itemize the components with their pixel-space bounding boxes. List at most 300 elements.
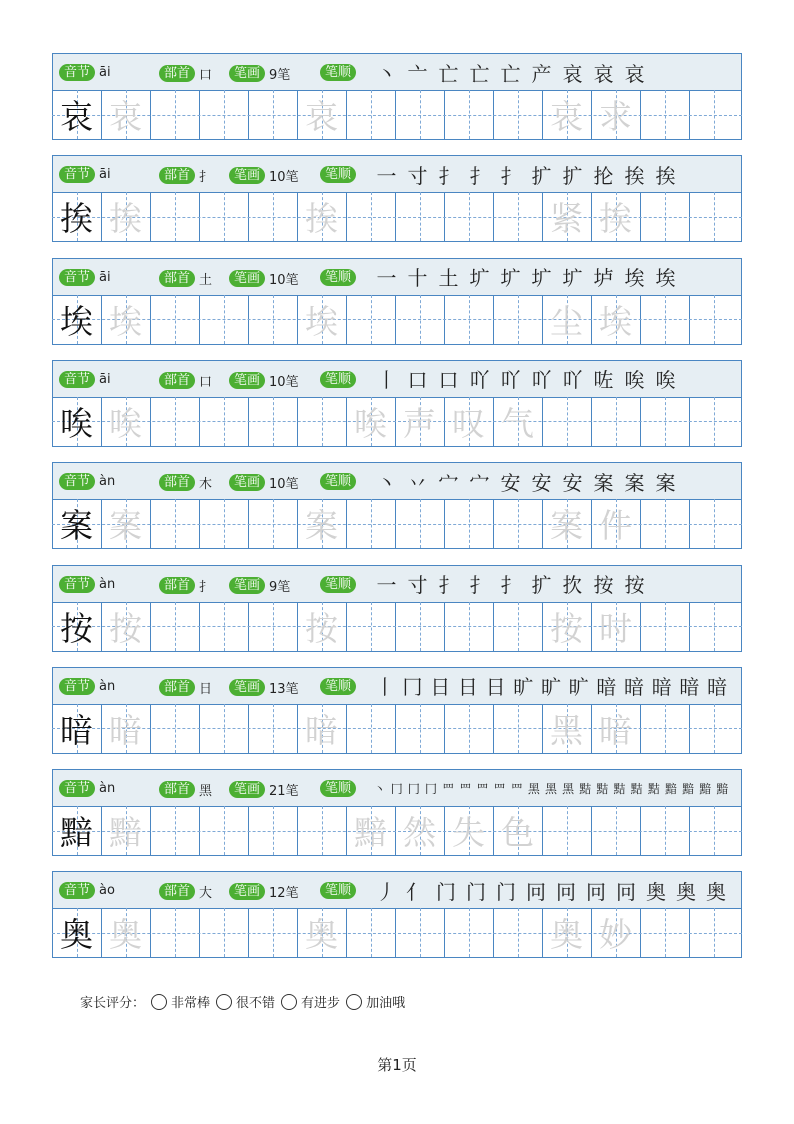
radical-label: 部首 — [159, 65, 195, 82]
stroke-step: 唉 — [655, 368, 676, 393]
stroke-step: 黠 — [630, 781, 643, 796]
trace-character: 声 — [403, 403, 436, 443]
stroke-order-sequence — [371, 773, 731, 803]
grid-guide — [714, 704, 715, 753]
trace-character: 暗 — [109, 710, 142, 750]
stroke-step: 暗 — [651, 675, 672, 700]
rating-circle-icon[interactable] — [151, 994, 167, 1010]
stroke-count-field — [229, 269, 299, 288]
grid-guide — [714, 602, 715, 651]
stroke-order-label: 笔顺 — [320, 64, 356, 81]
radical-value: 木 — [199, 477, 213, 493]
syllable-field — [59, 576, 115, 593]
grid-guide — [665, 806, 666, 855]
grid-line — [52, 139, 742, 140]
model-character: 案 — [60, 506, 93, 546]
stroke-order-sequence — [371, 671, 731, 701]
model-character: 埃 — [60, 301, 93, 341]
stroke-step: 罒 — [493, 781, 506, 796]
stroke-step: 垆 — [593, 266, 614, 291]
trace-character: 奥 — [550, 915, 583, 955]
stroke-step: 扌 — [438, 163, 459, 188]
radical-value: 扌 — [199, 170, 213, 186]
trace-character: 案 — [550, 506, 583, 546]
grid-line — [52, 548, 742, 549]
radical-value: 口 — [199, 374, 213, 390]
trace-character: 按 — [550, 608, 583, 648]
trace-character: 案 — [109, 506, 142, 546]
model-character: 挨 — [60, 199, 93, 239]
radical-value: 扌 — [199, 579, 213, 595]
stroke-step: 黠 — [579, 781, 592, 796]
stroke-count-field — [229, 882, 299, 901]
stroke-count-value: 10笔 — [269, 272, 299, 288]
radical-value: 日 — [199, 681, 213, 697]
stroke-step: 黯 — [699, 781, 712, 796]
grid-line — [52, 855, 742, 856]
writing-grid — [52, 295, 742, 344]
radical-field — [159, 882, 212, 901]
syllable-label: 音节 — [59, 678, 95, 695]
stroke-step: 扻 — [562, 573, 583, 597]
trace-character: 黯 — [109, 813, 142, 853]
grid-guide — [224, 90, 225, 139]
syllable-label: 音节 — [59, 64, 95, 81]
stroke-step: 亠 — [407, 61, 428, 86]
stroke-step: 丶 — [376, 61, 397, 86]
stroke-step: 扩 — [562, 163, 583, 188]
stroke-step: 圹 — [562, 266, 583, 291]
stroke-step: 扌 — [500, 163, 521, 188]
stroke-step: 罒 — [476, 781, 489, 796]
stroke-order-field — [320, 166, 356, 183]
stroke-step: 暗 — [707, 675, 728, 700]
model-character: 奥 — [60, 915, 93, 955]
grid-guide — [371, 704, 372, 753]
stroke-step: 抡 — [593, 163, 614, 188]
grid-guide — [224, 806, 225, 855]
trace-character: 暗 — [305, 710, 338, 750]
info-bar — [52, 871, 742, 908]
model-character: 唉 — [60, 403, 93, 443]
radical-value: 土 — [199, 272, 213, 288]
stroke-step: 黯 — [664, 781, 677, 796]
stroke-count-label: 笔画 — [229, 474, 265, 491]
character-block — [52, 565, 742, 669]
stroke-order-field — [320, 780, 356, 797]
stroke-step: 门 — [466, 879, 486, 904]
trace-character: 埃 — [109, 301, 142, 341]
stroke-order-sequence — [371, 569, 650, 599]
grid-guide — [420, 295, 421, 344]
stroke-step: 扩 — [531, 573, 552, 597]
grid-guide — [371, 90, 372, 139]
radical-field — [159, 64, 212, 83]
stroke-step: 吖 — [500, 368, 521, 393]
trace-character: 挨 — [599, 199, 632, 239]
trace-character: 挨 — [109, 199, 142, 239]
stroke-count-field — [229, 166, 299, 185]
stroke-step: 旷 — [513, 675, 534, 700]
stroke-step: 扌 — [469, 573, 490, 597]
radical-field — [159, 576, 212, 595]
stroke-step: 口 — [438, 368, 459, 393]
grid-guide — [273, 192, 274, 241]
grid-guide — [518, 602, 519, 651]
grid-guide — [224, 397, 225, 446]
stroke-count-field — [229, 473, 299, 492]
syllable-field — [59, 64, 111, 81]
model-character: 暗 — [60, 710, 93, 750]
trace-character: 求 — [599, 97, 632, 136]
radical-value: 大 — [199, 886, 213, 902]
stroke-step: 咗 — [593, 368, 614, 393]
stroke-order-field — [320, 371, 356, 388]
info-bar — [52, 258, 742, 295]
stroke-step: 哀 — [593, 61, 614, 86]
model-character: 黯 — [60, 813, 93, 853]
stroke-step: 挨 — [655, 163, 676, 188]
stroke-order-field — [320, 473, 356, 490]
stroke-step: 吖 — [562, 368, 583, 393]
stroke-step: 冋 — [526, 879, 546, 904]
grid-guide — [420, 192, 421, 241]
stroke-count-value: 12笔 — [269, 886, 299, 902]
stroke-step: 冂 — [390, 781, 403, 796]
grid-guide — [420, 602, 421, 651]
stroke-step: 罒 — [459, 781, 472, 796]
stroke-count-label: 笔画 — [229, 167, 265, 184]
stroke-step: 哀 — [562, 61, 583, 86]
info-bar — [52, 462, 742, 499]
stroke-order-field — [320, 678, 356, 695]
grid-guide — [273, 499, 274, 548]
grid-guide — [420, 908, 421, 957]
pinyin-value: āi — [99, 65, 111, 80]
grid-guide — [175, 397, 176, 446]
grid-guide — [665, 704, 666, 753]
grid-guide — [371, 499, 372, 548]
grid-guide — [665, 602, 666, 651]
radical-label: 部首 — [159, 474, 195, 491]
stroke-order-sequence — [371, 364, 681, 394]
radical-value: 口 — [199, 68, 213, 83]
grid-guide — [175, 192, 176, 241]
stroke-step: 丿 — [376, 879, 396, 904]
stroke-step: 圹 — [531, 266, 552, 291]
radical-value: 黑 — [199, 784, 213, 800]
writing-grid — [52, 602, 742, 651]
stroke-step: 黑 — [562, 781, 575, 796]
parent-rating — [80, 992, 405, 1011]
grid-guide — [175, 499, 176, 548]
stroke-count-value: 10笔 — [269, 477, 299, 493]
grid-guide — [175, 908, 176, 957]
grid-guide — [224, 499, 225, 548]
trace-character: 尘 — [550, 301, 583, 341]
character-block — [52, 53, 742, 157]
radical-label: 部首 — [159, 781, 195, 798]
character-block — [52, 667, 742, 771]
grid-guide — [714, 192, 715, 241]
stroke-count-label: 笔画 — [229, 270, 265, 287]
grid-guide — [616, 397, 617, 446]
stroke-step: 扌 — [469, 163, 490, 188]
syllable-label: 音节 — [59, 780, 95, 797]
radical-label: 部首 — [159, 883, 195, 900]
pinyin-value: ào — [99, 883, 115, 899]
grid-guide — [175, 806, 176, 855]
stroke-order-sequence — [371, 262, 681, 292]
stroke-step: 暗 — [624, 675, 645, 700]
stroke-step: 日 — [430, 675, 451, 700]
stroke-step: 一 — [376, 573, 397, 597]
trace-character: 紧 — [550, 199, 583, 239]
pinyin-value: àn — [99, 678, 116, 694]
stroke-count-value: 9笔 — [269, 68, 291, 83]
character-block — [52, 769, 742, 873]
rating-option: 有进步 — [301, 996, 341, 1011]
stroke-count-label: 笔画 — [229, 679, 265, 696]
grid-guide — [273, 704, 274, 753]
stroke-step: 丶 — [376, 470, 397, 495]
pinyin-value: āi — [99, 269, 111, 285]
stroke-step: 宀 — [438, 470, 459, 495]
trace-character: 气 — [501, 403, 534, 443]
pinyin-value: āi — [99, 371, 111, 387]
stroke-step: 冋 — [616, 879, 636, 904]
grid-guide — [469, 90, 470, 139]
info-bar — [52, 667, 742, 704]
grid-line — [52, 957, 742, 958]
stroke-order-sequence — [371, 159, 681, 189]
radical-label: 部首 — [159, 270, 195, 287]
trace-character: 奥 — [305, 915, 338, 955]
rating-circle-icon[interactable] — [281, 994, 297, 1010]
grid-guide — [469, 704, 470, 753]
grid-guide — [175, 295, 176, 344]
stroke-step: 埃 — [655, 266, 676, 291]
grid-guide — [469, 602, 470, 651]
stroke-step: 宀 — [469, 470, 490, 495]
rating-label: 家长评分： — [80, 996, 146, 1011]
stroke-step: 扌 — [438, 573, 459, 597]
stroke-step: 暗 — [596, 675, 617, 700]
stroke-order-sequence — [371, 875, 731, 905]
character-block — [52, 871, 742, 975]
grid-guide — [322, 806, 323, 855]
character-block — [52, 462, 742, 566]
stroke-count-value: 10笔 — [269, 374, 299, 390]
model-character: 按 — [60, 608, 93, 648]
stroke-step: 黠 — [613, 781, 626, 796]
stroke-step: 亡 — [469, 61, 490, 86]
stroke-step: 圹 — [500, 266, 521, 291]
stroke-step: 亡 — [500, 61, 521, 86]
stroke-count-value: 9笔 — [269, 579, 291, 595]
stroke-step: 圹 — [469, 266, 490, 291]
pinyin-value: àn — [99, 576, 116, 592]
grid-guide — [175, 602, 176, 651]
stroke-step: 冂 — [407, 781, 420, 796]
trace-character: 哀 — [109, 97, 142, 136]
stroke-step: 一 — [376, 163, 397, 188]
writing-grid — [52, 806, 742, 855]
radical-field — [159, 678, 212, 697]
grid-guide — [665, 192, 666, 241]
info-bar — [52, 155, 742, 192]
syllable-label: 音节 — [59, 371, 95, 388]
trace-character: 黑 — [550, 710, 583, 750]
stroke-step: 寸 — [407, 573, 428, 597]
info-bar — [52, 565, 742, 602]
stroke-step: 亡 — [438, 61, 459, 86]
grid-guide — [469, 295, 470, 344]
syllable-label: 音节 — [59, 166, 95, 183]
stroke-step: 门 — [436, 879, 456, 904]
writing-grid — [52, 704, 742, 753]
grid-guide — [224, 295, 225, 344]
grid-guide — [273, 397, 274, 446]
stroke-step: 案 — [593, 470, 614, 495]
stroke-step: 黠 — [647, 781, 660, 796]
rating-circle-icon[interactable] — [346, 994, 362, 1010]
stroke-step: 亻 — [406, 879, 426, 904]
trace-character: 唉 — [109, 403, 142, 443]
grid-guide — [714, 499, 715, 548]
grid-guide — [224, 192, 225, 241]
grid-guide — [273, 295, 274, 344]
grid-line — [52, 344, 742, 345]
grid-guide — [420, 499, 421, 548]
trace-character: 唉 — [354, 403, 387, 443]
grid-guide — [420, 704, 421, 753]
trace-character: 然 — [403, 813, 436, 853]
grid-guide — [518, 499, 519, 548]
writing-grid — [52, 192, 742, 241]
grid-guide — [371, 295, 372, 344]
radical-label: 部首 — [159, 372, 195, 389]
page-number: 第1页 — [377, 1056, 417, 1074]
stroke-step: 口 — [407, 368, 428, 393]
grid-guide — [665, 908, 666, 957]
grid-guide — [273, 806, 274, 855]
radical-label: 部首 — [159, 167, 195, 184]
stroke-step: 罒 — [510, 781, 523, 796]
grid-guide — [469, 192, 470, 241]
grid-guide — [714, 908, 715, 957]
stroke-step: 十 — [407, 266, 428, 291]
pinyin-value: àn — [99, 474, 116, 490]
syllable-label: 音节 — [59, 473, 95, 490]
grid-line — [52, 753, 742, 754]
trace-character: 叹 — [452, 403, 485, 443]
rating-circle-icon[interactable] — [216, 994, 232, 1010]
stroke-step: 丶 — [373, 781, 386, 796]
info-bar — [52, 360, 742, 397]
syllable-label: 音节 — [59, 269, 95, 286]
grid-guide — [518, 192, 519, 241]
stroke-step: 挨 — [624, 163, 645, 188]
stroke-step: 奥 — [676, 879, 696, 904]
rating-option: 非常棒 — [171, 996, 211, 1011]
stroke-step: 暗 — [679, 675, 700, 700]
trace-character: 哀 — [550, 97, 583, 136]
trace-character: 哀 — [305, 97, 338, 136]
stroke-step: 埃 — [624, 266, 645, 291]
trace-character: 妙 — [599, 915, 632, 955]
stroke-step: 扌 — [500, 573, 521, 597]
stroke-order-field — [320, 64, 356, 81]
stroke-step: 旷 — [568, 675, 589, 700]
grid-guide — [273, 908, 274, 957]
pinyin-value: āi — [99, 167, 111, 183]
grid-guide — [273, 602, 274, 651]
trace-character: 失 — [452, 813, 485, 853]
stroke-order-label: 笔顺 — [320, 166, 356, 183]
stroke-count-field — [229, 576, 290, 595]
grid-guide — [616, 806, 617, 855]
stroke-count-value: 10笔 — [269, 170, 299, 186]
grid-guide — [714, 295, 715, 344]
grid-guide — [469, 908, 470, 957]
stroke-count-label: 笔画 — [229, 577, 265, 594]
character-block — [52, 155, 742, 259]
stroke-step: 案 — [655, 470, 676, 495]
syllable-field — [59, 371, 111, 388]
trace-character: 色 — [501, 813, 534, 853]
writing-grid — [52, 90, 742, 139]
stroke-step: 黯 — [682, 781, 695, 796]
stroke-step: 一 — [376, 266, 397, 291]
pinyin-value: àn — [99, 781, 116, 797]
grid-guide — [665, 397, 666, 446]
stroke-step: 冂 — [424, 781, 437, 796]
trace-character: 奥 — [109, 915, 142, 955]
stroke-count-label: 笔画 — [229, 372, 265, 389]
stroke-order-label: 笔顺 — [320, 576, 356, 593]
grid-guide — [322, 397, 323, 446]
stroke-step: 黯 — [716, 781, 729, 796]
grid-guide — [224, 602, 225, 651]
grid-line — [52, 446, 742, 447]
trace-character: 案 — [305, 506, 338, 546]
trace-character: 挨 — [305, 199, 338, 239]
stroke-step: 丷 — [407, 470, 428, 495]
stroke-order-label: 笔顺 — [320, 269, 356, 286]
syllable-field — [59, 780, 115, 797]
grid-guide — [224, 704, 225, 753]
trace-character: 按 — [305, 608, 338, 648]
stroke-step: 案 — [624, 470, 645, 495]
stroke-count-value: 21笔 — [269, 784, 299, 800]
stroke-step: 冂 — [402, 675, 423, 700]
stroke-step: 吖 — [531, 368, 552, 393]
grid-guide — [371, 602, 372, 651]
trace-character: 暗 — [599, 710, 632, 750]
syllable-label: 音节 — [59, 576, 95, 593]
grid-guide — [665, 295, 666, 344]
grid-guide — [175, 90, 176, 139]
writing-grid — [52, 397, 742, 446]
radical-field — [159, 780, 212, 799]
stroke-step: 日 — [485, 675, 506, 700]
stroke-step: 黑 — [544, 781, 557, 796]
stroke-step: 按 — [593, 573, 614, 597]
grid-line — [52, 651, 742, 652]
stroke-count-field — [229, 780, 299, 799]
grid-guide — [469, 499, 470, 548]
